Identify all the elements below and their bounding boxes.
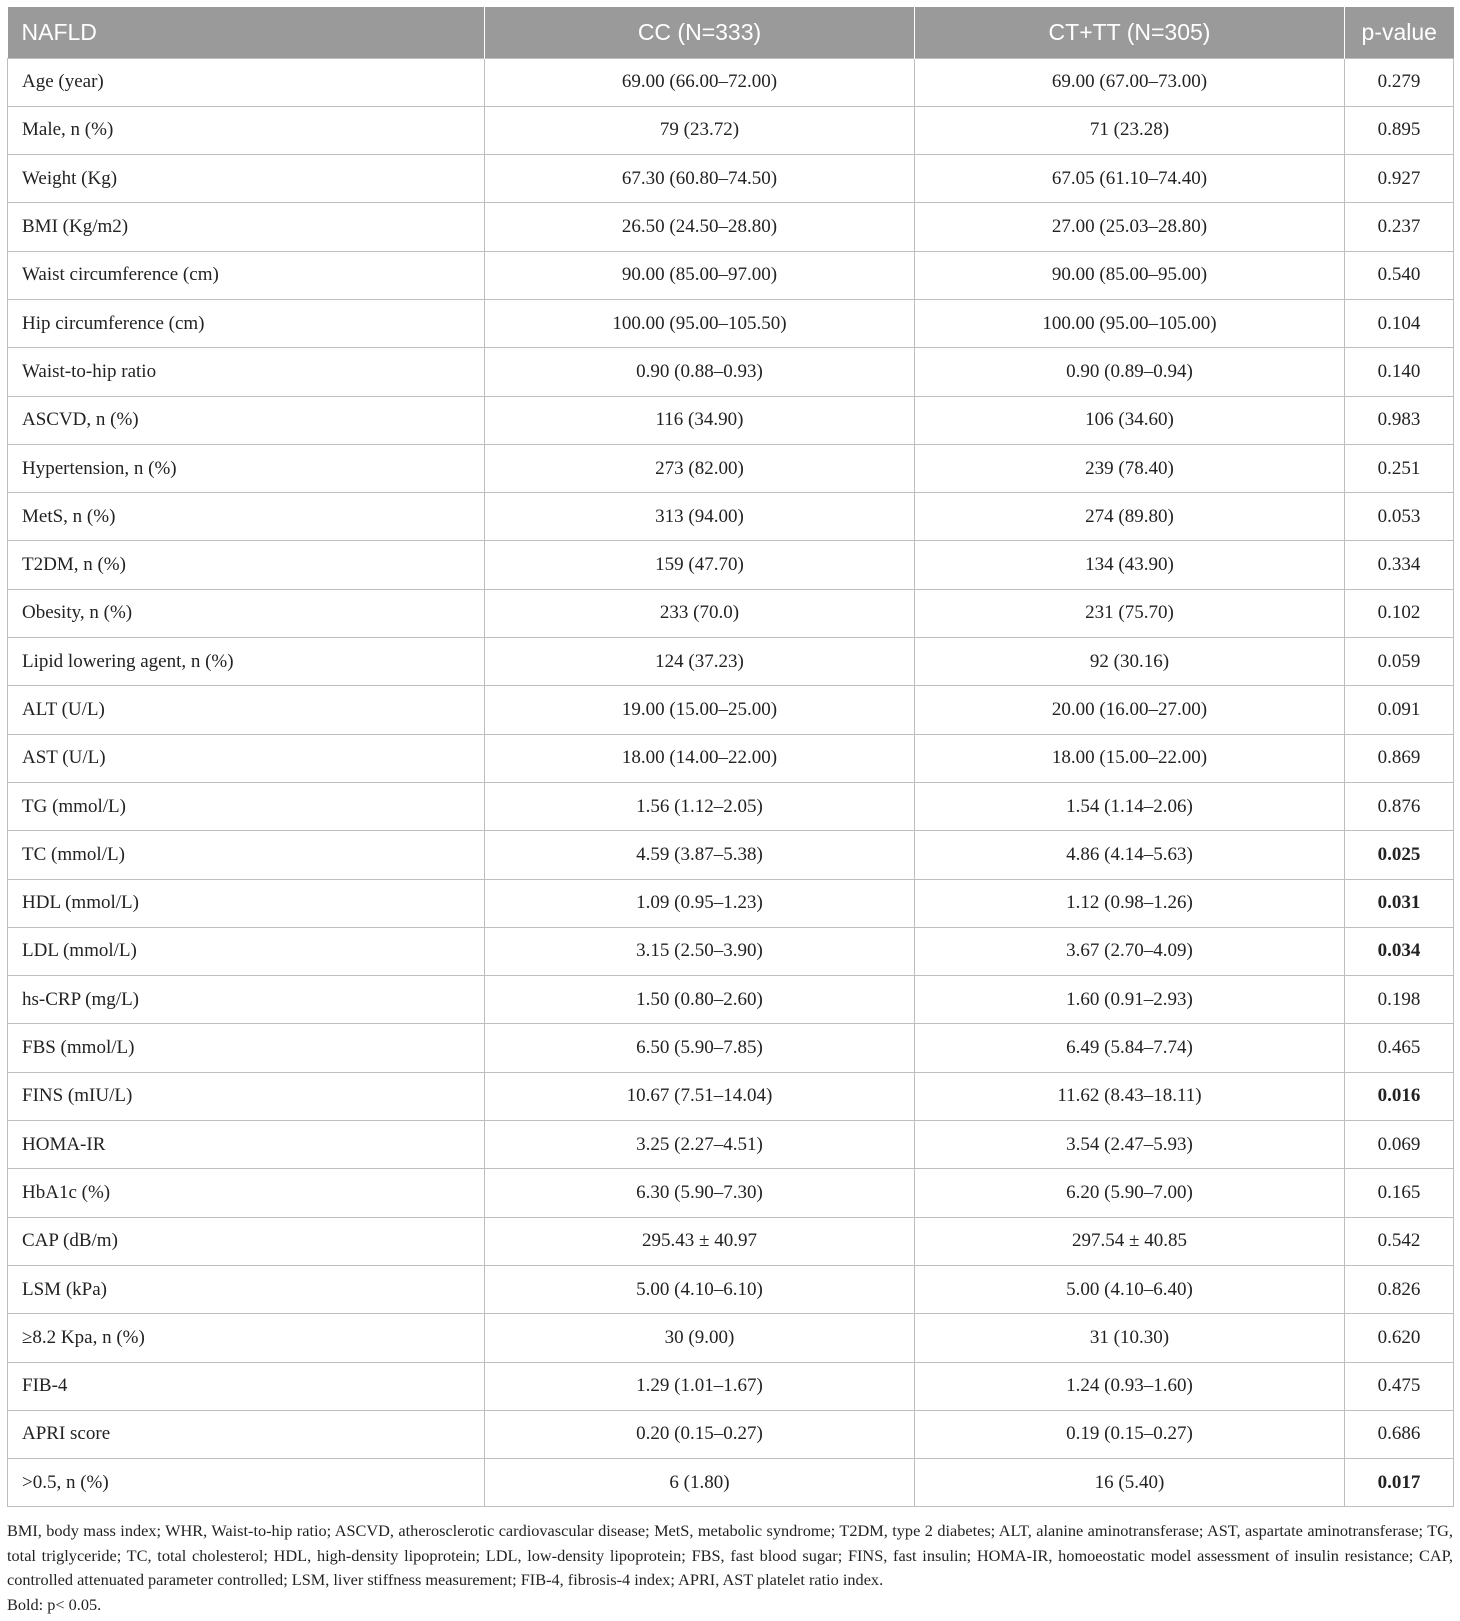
row-label: Male, n (%)	[8, 106, 485, 154]
row-label: Hip circumference (cm)	[8, 299, 485, 347]
table-row	[8, 589, 1454, 637]
row-label: HOMA-IR	[8, 1121, 485, 1169]
cc-value: 124 (37.23)	[485, 638, 915, 686]
row-label: TG (mmol/L)	[8, 782, 485, 830]
table-row	[8, 1362, 1454, 1410]
cc-value: 233 (70.0)	[485, 589, 915, 637]
table-row	[8, 976, 1454, 1024]
table-row	[8, 203, 1454, 251]
cc-value: 67.30 (60.80–74.50)	[485, 155, 915, 203]
table-row	[8, 734, 1454, 782]
cc-value: 4.59 (3.87–5.38)	[485, 831, 915, 879]
cc-value: 90.00 (85.00–97.00)	[485, 251, 915, 299]
cc-value: 159 (47.70)	[485, 541, 915, 589]
cc-value: 1.50 (0.80–2.60)	[485, 976, 915, 1024]
header-cttt: CT+TT (N=305)	[915, 7, 1345, 58]
row-label: ASCVD, n (%)	[8, 396, 485, 444]
cttt-value: 69.00 (67.00–73.00)	[915, 58, 1345, 106]
table-row	[8, 299, 1454, 347]
row-label: hs-CRP (mg/L)	[8, 976, 485, 1024]
cc-value: 3.25 (2.27–4.51)	[485, 1121, 915, 1169]
table-row	[8, 1410, 1454, 1458]
p-value: 0.198	[1345, 976, 1454, 1024]
cttt-value: 20.00 (16.00–27.00)	[915, 686, 1345, 734]
row-label: APRI score	[8, 1410, 485, 1458]
cttt-value: 231 (75.70)	[915, 589, 1345, 637]
table-row	[8, 106, 1454, 154]
cc-value: 273 (82.00)	[485, 444, 915, 492]
cttt-value: 297.54 ± 40.85	[915, 1217, 1345, 1265]
p-value: 0.091	[1345, 686, 1454, 734]
p-value: 0.251	[1345, 444, 1454, 492]
table-row	[8, 1024, 1454, 1072]
row-label: ALT (U/L)	[8, 686, 485, 734]
row-label: LDL (mmol/L)	[8, 927, 485, 975]
table-row	[8, 831, 1454, 879]
table-row	[8, 782, 1454, 830]
p-value: 0.927	[1345, 155, 1454, 203]
table-row	[8, 444, 1454, 492]
cc-value: 5.00 (4.10–6.10)	[485, 1265, 915, 1313]
header-row	[8, 7, 1454, 58]
row-label: CAP (dB/m)	[8, 1217, 485, 1265]
table-row	[8, 638, 1454, 686]
p-value: 0.475	[1345, 1362, 1454, 1410]
p-value: 0.102	[1345, 589, 1454, 637]
row-label: Lipid lowering agent, n (%)	[8, 638, 485, 686]
row-label: FINS (mIU/L)	[8, 1072, 485, 1120]
cc-value: 1.56 (1.12–2.05)	[485, 782, 915, 830]
table-row	[8, 879, 1454, 927]
cttt-value: 1.12 (0.98–1.26)	[915, 879, 1345, 927]
p-value: 0.069	[1345, 1121, 1454, 1169]
header-p-value: p-value	[1361, 18, 1437, 45]
cttt-value: 106 (34.60)	[915, 396, 1345, 444]
row-label: ≥8.2 Kpa, n (%)	[8, 1314, 485, 1362]
p-value: 0.140	[1345, 348, 1454, 396]
row-label: FBS (mmol/L)	[8, 1024, 485, 1072]
p-value: 0.034	[1345, 927, 1454, 975]
cttt-value: 274 (89.80)	[915, 493, 1345, 541]
p-value: 0.237	[1345, 203, 1454, 251]
row-label: Age (year)	[8, 58, 485, 106]
cttt-value: 11.62 (8.43–18.11)	[915, 1072, 1345, 1120]
row-label: Waist-to-hip ratio	[8, 348, 485, 396]
row-label: Hypertension, n (%)	[8, 444, 485, 492]
p-value: 0.620	[1345, 1314, 1454, 1362]
table-header	[8, 7, 1454, 58]
table-row	[8, 1265, 1454, 1313]
row-label: Waist circumference (cm)	[8, 251, 485, 299]
table-row	[8, 1459, 1454, 1507]
table-row	[8, 1121, 1454, 1169]
row-label: AST (U/L)	[8, 734, 485, 782]
p-value: 0.826	[1345, 1265, 1454, 1313]
p-value: 0.104	[1345, 299, 1454, 347]
footnote-abbreviations: BMI, body mass index; WHR, Waist-to-hip ratio; ASCVD, atherosclerotic cardiovascular disease; MetS, metabolic syndrome; T2DM, type 2 diabetes; ALT, alanine aminotransferase; AST, aspartate aminotransferase; TG, total triglyceride; TC, total cholesterol; HDL, high-density lipoprotein; LDL, low-density lipoprotein; FBS, fast blood sugar; FINS, fast insulin; HOMA-IR, homoeostatic model assessment of insulin resistance; CAP, controlled attenuated parameter controlled; LSM, liver stiffness measurement; FIB-4, fibrosis-4 index; APRI, AST platelet ratio index.	[7, 1521, 1453, 1590]
row-label: Obesity, n (%)	[8, 589, 485, 637]
cc-value: 100.00 (95.00–105.50)	[485, 299, 915, 347]
table-row	[8, 348, 1454, 396]
table-row	[8, 155, 1454, 203]
cc-value: 116 (34.90)	[485, 396, 915, 444]
cc-value: 19.00 (15.00–25.00)	[485, 686, 915, 734]
table-row	[8, 58, 1454, 106]
table-row	[8, 686, 1454, 734]
row-label: MetS, n (%)	[8, 493, 485, 541]
cttt-value: 3.67 (2.70–4.09)	[915, 927, 1345, 975]
cc-value: 30 (9.00)	[485, 1314, 915, 1362]
row-label: HDL (mmol/L)	[8, 879, 485, 927]
row-label: BMI (Kg/m2)	[8, 203, 485, 251]
cc-value: 10.67 (7.51–14.04)	[485, 1072, 915, 1120]
table-footnote	[7, 1519, 1453, 1617]
cttt-value: 6.49 (5.84–7.74)	[915, 1024, 1345, 1072]
cttt-value: 5.00 (4.10–6.40)	[915, 1265, 1345, 1313]
table-figure	[7, 7, 1453, 1617]
header-cc: CC (N=333)	[485, 7, 915, 58]
cc-value: 0.20 (0.15–0.27)	[485, 1410, 915, 1458]
cttt-value: 134 (43.90)	[915, 541, 1345, 589]
row-label: Weight (Kg)	[8, 155, 485, 203]
cttt-value: 31 (10.30)	[915, 1314, 1345, 1362]
cttt-value: 0.19 (0.15–0.27)	[915, 1410, 1345, 1458]
cc-value: 6.50 (5.90–7.85)	[485, 1024, 915, 1072]
p-value: 0.895	[1345, 106, 1454, 154]
cttt-value: 71 (23.28)	[915, 106, 1345, 154]
table-row	[8, 541, 1454, 589]
cttt-value: 16 (5.40)	[915, 1459, 1345, 1507]
p-value: 0.165	[1345, 1169, 1454, 1217]
cttt-value: 90.00 (85.00–95.00)	[915, 251, 1345, 299]
p-value: 0.279	[1345, 58, 1454, 106]
cc-value: 3.15 (2.50–3.90)	[485, 927, 915, 975]
cc-value: 0.90 (0.88–0.93)	[485, 348, 915, 396]
p-value: 0.869	[1345, 734, 1454, 782]
cttt-value: 3.54 (2.47–5.93)	[915, 1121, 1345, 1169]
cc-value: 6.30 (5.90–7.30)	[485, 1169, 915, 1217]
p-value: 0.686	[1345, 1410, 1454, 1458]
p-value: 0.876	[1345, 782, 1454, 830]
cttt-value: 1.60 (0.91–2.93)	[915, 976, 1345, 1024]
p-value: 0.025	[1345, 831, 1454, 879]
cttt-value: 1.24 (0.93–1.60)	[915, 1362, 1345, 1410]
data-table	[7, 7, 1454, 1507]
cc-value: 6 (1.80)	[485, 1459, 915, 1507]
cttt-value: 239 (78.40)	[915, 444, 1345, 492]
p-value: 0.983	[1345, 396, 1454, 444]
p-value: 0.540	[1345, 251, 1454, 299]
p-value: 0.059	[1345, 638, 1454, 686]
cc-value: 295.43 ± 40.97	[485, 1217, 915, 1265]
table-row	[8, 1314, 1454, 1362]
cttt-value: 27.00 (25.03–28.80)	[915, 203, 1345, 251]
cttt-value: 6.20 (5.90–7.00)	[915, 1169, 1345, 1217]
cc-value: 1.29 (1.01–1.67)	[485, 1362, 915, 1410]
cc-value: 26.50 (24.50–28.80)	[485, 203, 915, 251]
table-row	[8, 1217, 1454, 1265]
p-value: 0.542	[1345, 1217, 1454, 1265]
table-row	[8, 251, 1454, 299]
cttt-value: 67.05 (61.10–74.40)	[915, 155, 1345, 203]
cttt-value: 0.90 (0.89–0.94)	[915, 348, 1345, 396]
cc-value: 69.00 (66.00–72.00)	[485, 58, 915, 106]
cttt-value: 4.86 (4.14–5.63)	[915, 831, 1345, 879]
cc-value: 79 (23.72)	[485, 106, 915, 154]
table-row	[8, 396, 1454, 444]
cc-value: 1.09 (0.95–1.23)	[485, 879, 915, 927]
row-label: LSM (kPa)	[8, 1265, 485, 1313]
row-label: T2DM, n (%)	[8, 541, 485, 589]
footnote-bold-note: Bold: p< 0.05.	[7, 1594, 102, 1614]
p-value: 0.016	[1345, 1072, 1454, 1120]
table-row	[8, 1169, 1454, 1217]
p-value: 0.031	[1345, 879, 1454, 927]
cttt-value: 1.54 (1.14–2.06)	[915, 782, 1345, 830]
table-row	[8, 493, 1454, 541]
cttt-value: 18.00 (15.00–22.00)	[915, 734, 1345, 782]
row-label: TC (mmol/L)	[8, 831, 485, 879]
p-value: 0.053	[1345, 493, 1454, 541]
cttt-value: 92 (30.16)	[915, 638, 1345, 686]
row-label: >0.5, n (%)	[8, 1459, 485, 1507]
row-label: FIB-4	[8, 1362, 485, 1410]
header-nafld: NAFLD	[8, 7, 485, 58]
cc-value: 18.00 (14.00–22.00)	[485, 734, 915, 782]
cc-value: 313 (94.00)	[485, 493, 915, 541]
cttt-value: 100.00 (95.00–105.00)	[915, 299, 1345, 347]
table-row	[8, 927, 1454, 975]
p-value: 0.465	[1345, 1024, 1454, 1072]
table-row	[8, 1072, 1454, 1120]
row-label: HbA1c (%)	[8, 1169, 485, 1217]
p-value: 0.017	[1345, 1459, 1454, 1507]
p-value: 0.334	[1345, 541, 1454, 589]
table-body	[8, 58, 1454, 1507]
